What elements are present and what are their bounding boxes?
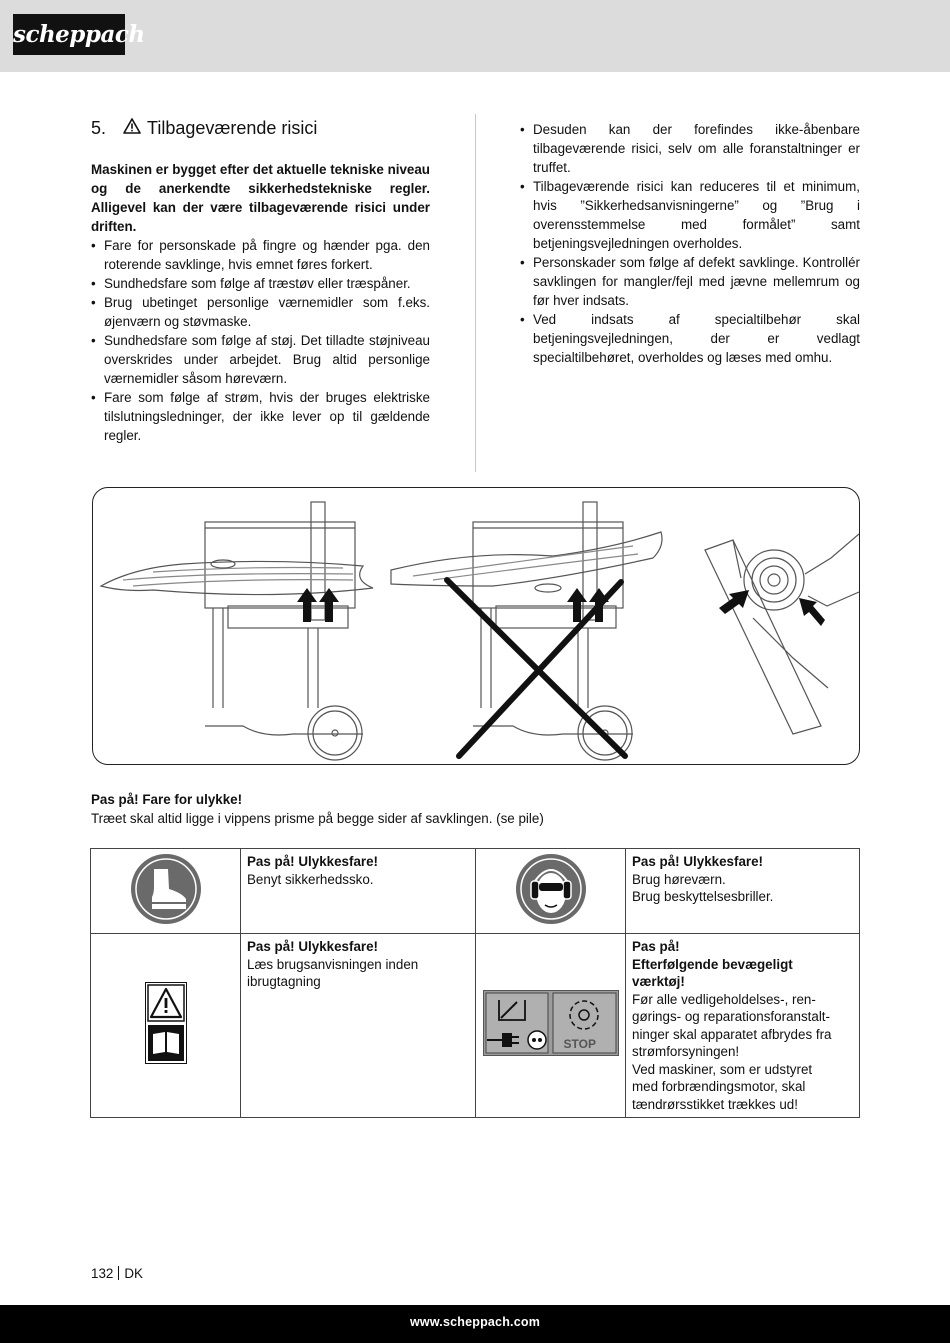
left-column [91, 116, 430, 445]
cell-text: strømforsyningen! [632, 1044, 740, 1059]
cell-text: Brug beskyttelsesbriller. [632, 889, 774, 904]
boots-cell [91, 849, 241, 934]
cell-text: Før alle vedligeholdelses-, ren- [632, 991, 816, 1007]
section-title-text: Tilbageværende risici [147, 118, 318, 138]
list-item: • Sundhedsfare som følge af støj. Det tilladte støjniveau overskrides under arbejdet. Brug altid personlige værnemidler såsom høreværn. [91, 331, 430, 388]
manual-text-cell [241, 934, 476, 1118]
brand-logo: scheppach [13, 14, 125, 55]
cell-title: Pas på! Ulykkesfare! [247, 854, 379, 869]
unplug-stop-icon [483, 990, 619, 1056]
page-number-value: 132 [91, 1266, 114, 1281]
left-bullet-list [91, 236, 430, 445]
list-item: • Fare for personskade på fingre og hænder pga. den roterende savklinge, hvis emnet føres forkert. [91, 236, 430, 274]
cell-title: Pas på! Ulykkesfare! [632, 854, 764, 869]
cell-text: Læs brugsanvisningen inden [247, 956, 419, 972]
safety-boots-icon [130, 913, 202, 928]
footer-bar [0, 1305, 950, 1343]
cell-title: Efterfølgende bevægeligt [632, 956, 793, 972]
cell-text: ninger skal apparatet afbrydes fra [632, 1026, 832, 1042]
arrow-icon [719, 590, 825, 626]
page-number [91, 1265, 143, 1283]
cell-title: Pas på! [632, 939, 680, 954]
saw-side-view-illustration [705, 534, 859, 734]
warning-triangle-icon [123, 116, 147, 140]
unplug-cell [476, 934, 626, 1118]
cell-text: Ved maskiner, som er udstyret [632, 1061, 813, 1077]
cell-text: Brug høreværn. [632, 871, 726, 887]
cell-text: ibrugtagning [247, 974, 321, 989]
saw-correct-illustration [101, 502, 373, 760]
cell-text: tændrørsstikket trækkes ud! [632, 1096, 798, 1112]
boots-text-cell [241, 849, 476, 934]
list-item: • Tilbageværende risici kan reduceres til et minimum, hvis ”Sikkerhedsanvisningerne” og ”Brug i overensstemmelse med formålet” samt betjeningsvejledningen overholdes. [520, 177, 860, 253]
list-item: • Sundhedsfare som følge af træstøv eller træspåner. [91, 274, 430, 293]
safety-table [90, 848, 860, 1118]
header-bar [0, 0, 950, 72]
divider [118, 1266, 119, 1280]
section-number: 5. [91, 118, 107, 138]
saw-incorrect-illustration [391, 502, 662, 760]
language-code: DK [124, 1266, 143, 1281]
list-item: • Personskader som følge af defekt savklinge. Kontrollér savklingen for mangler/fejl med jævne mellemrum og før hver indsats. [520, 253, 860, 310]
log-saw-illustration [92, 487, 860, 765]
cell-title: værktøj! [632, 974, 685, 989]
right-column [520, 120, 860, 367]
table-row [91, 849, 860, 934]
cell-title: Pas på! Ulykkesfare! [247, 939, 379, 954]
face-protection-text-cell [626, 849, 860, 934]
unplug-text-cell [626, 934, 860, 1118]
intro-paragraph: Maskinen er bygget efter det aktuelle tekniske niveau og de anerkendte sikkerhedstekniske regler. Alligevel kan der være tilbageværende risici under driften. [91, 162, 430, 234]
ear-eye-protection-icon [515, 913, 587, 928]
cell-text: gørings- og reparationsforanstalt- [632, 1009, 830, 1024]
face-protection-cell [476, 849, 626, 934]
cell-text: Benyt sikkerhedssko. [247, 871, 374, 887]
list-item: • Brug ubetinget personlige værnemidler som f.eks. øjenværn og støvmaske. [91, 293, 430, 331]
note-title: Pas på! Fare for ulykke! [91, 792, 243, 807]
note-text: Træet skal altid ligge i vippens prisme på begge sider af savklingen. (se pile) [91, 811, 544, 826]
read-manual-icon [145, 1052, 187, 1067]
list-item: • Desuden kan der forefindes ikke-åbenbare tilbageværende risici, selv om alle foranstaltninger er truffet. [520, 120, 860, 177]
column-divider [475, 114, 476, 472]
caution-note [91, 790, 861, 828]
table-row [91, 934, 860, 1118]
list-item: • Fare som følge af strøm, hvis der bruges elektriske tilslutningsledninger, der ikke lever op til gældende regler. [91, 388, 430, 445]
website-link[interactable]: www.scheppach.com [409, 1315, 541, 1329]
stop-label: STOP [563, 1037, 596, 1052]
list-item: • Ved indsats af specialtilbehør skal betjeningsvejledningen, der er vedlagt specialtilbehøret, overholdes og læses med omhu. [520, 310, 860, 367]
section-title [91, 116, 430, 140]
cell-text: med forbrændingsmotor, skal [632, 1079, 806, 1094]
manual-cell [91, 934, 241, 1118]
right-bullet-list [520, 120, 860, 367]
